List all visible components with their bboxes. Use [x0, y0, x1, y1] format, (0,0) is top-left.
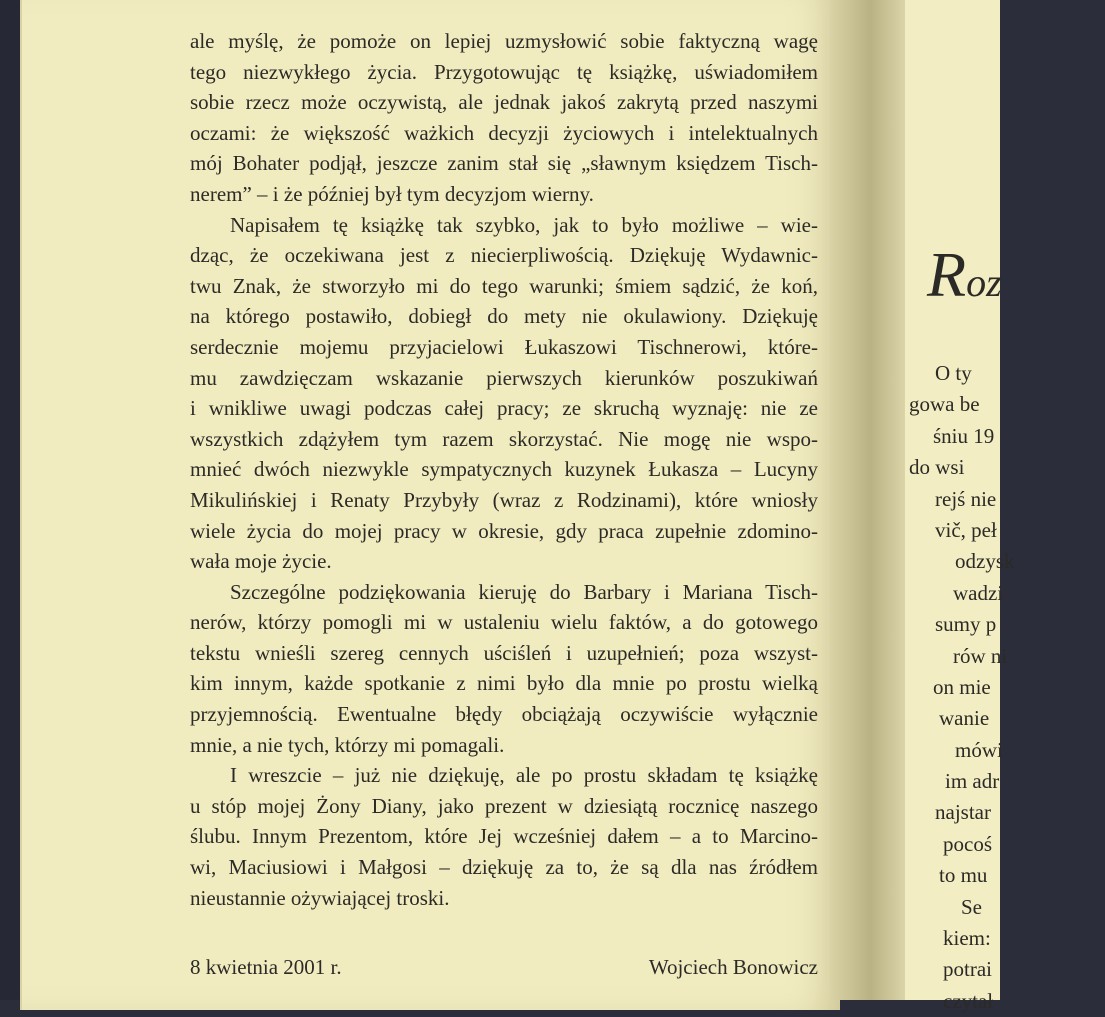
right-text-line: rów ni	[953, 643, 1008, 668]
right-page-text	[905, 358, 1105, 1017]
right-text-line: najstar	[935, 800, 991, 825]
text-line: sobie rzecz może oczywistą, ale jednak jakoś zakrytą przed naszymi	[190, 90, 818, 115]
right-page	[905, 0, 1015, 1013]
right-text-line: wadzi	[953, 580, 1004, 605]
right-text-line: czytał	[943, 988, 994, 1013]
right-text-line: śniu 19	[933, 423, 995, 448]
acknowledgement-text	[190, 26, 818, 913]
author-signature: Wojciech Bonowicz	[648, 955, 818, 979]
text-line: wi, Maciusiowi i Małgosi – dziękuję za to, że są dla nas źródłem	[190, 855, 818, 880]
text-line: mój Bohater podjął, jeszcze zanim stał się „sławnym księdzem Tisch-	[190, 151, 818, 176]
text-line: wiele życia do mojej pracy w okresie, gdy praca zupełnie zdomino-	[190, 518, 818, 543]
text-line: mnie, a nie tych, którzy mi pomagali.	[190, 732, 505, 757]
text-line: na którego postawiło, dobiegł do mety nie okulawiony. Dziękuję	[190, 304, 818, 329]
text-line: ale myślę, że pomoże on lepiej uzmysłowić sobie faktyczną wagę	[190, 29, 818, 53]
text-line: wszystkich zdążyłem tym razem skorzystać. Nie mogę nie wspo-	[190, 426, 818, 451]
text-line: I wreszcie – już nie dziękuję, ale po prostu składam tę książkę	[230, 763, 818, 788]
text-line: Napisałem tę książkę tak szybko, jak to było możliwe – wie-	[230, 212, 818, 237]
right-text-line: gowa be	[909, 392, 980, 417]
right-text-line: do wsi	[909, 455, 965, 480]
heading-initial: R	[927, 239, 967, 310]
text-line: nieustannie ożywiającej troski.	[190, 885, 450, 910]
text-line: tego niezwykłego życia. Przygotowując tę książkę, uświadomiłem	[190, 59, 818, 84]
text-line: mnieć dwóch niezwykle sympatycznych kuzynek Łukasza – Lucyny	[190, 457, 818, 482]
right-text-line: O ty	[935, 361, 972, 385]
right-text-line: on mie	[933, 674, 991, 699]
right-text-line: to mu	[939, 863, 988, 888]
text-line: Mikulińskiej i Renaty Przybyły (wraz z Rodzinami), które wniosły	[190, 487, 818, 512]
date-line: 8 kwietnia 2001 r.	[190, 955, 342, 979]
right-text-line: potrai	[943, 957, 992, 982]
text-line: kim innym, każde spotkanie z nimi było dla mnie po prostu wielką	[190, 671, 818, 696]
text-line: serdecznie mojemu przyjacielowi Łukaszowi Tischnerowi, które-	[190, 334, 818, 359]
right-text-line: vič, peł	[935, 517, 997, 542]
text-line: oczami: że większość ważkich decyzji życiowych i intelektualnych	[190, 120, 818, 145]
right-text-line: rejś nie	[935, 486, 997, 511]
right-text-line: odzysk	[955, 549, 1015, 574]
text-line: ślubu. Innym Prezentom, które Jej wcześniej dałem – a to Marcino-	[190, 824, 818, 849]
heading-rest: oz	[966, 260, 1002, 305]
text-line: dząc, że oczekiwana jest z niecierpliwością. Dziękuję Wydawnic-	[190, 243, 818, 268]
chapter-heading-fragment	[927, 238, 1002, 312]
page-footer	[190, 955, 818, 980]
text-line: nerów, którzy pomogli mi w ustaleniu wielu faktów, a do gotowego	[190, 610, 818, 635]
right-text-line: sumy p	[935, 612, 997, 637]
right-text-line: wanie	[939, 706, 990, 731]
right-text-line: pocoś	[943, 831, 992, 856]
right-text-line: kiem:	[943, 926, 991, 951]
right-text-line: Se	[961, 894, 982, 919]
text-line: mu zawdzięczam wskazanie pierwszych kierunków poszukiwań	[190, 365, 818, 390]
text-line: Szczególne podziękowania kieruję do Barbary i Mariana Tisch-	[230, 579, 818, 604]
right-text-line: im adr	[945, 769, 1000, 794]
text-line: przyjemnością. Ewentualne błędy obciążają oczywiście wyłącznie	[190, 702, 818, 727]
text-line: nerem” – i że później był tym decyzjom wierny.	[190, 181, 594, 206]
text-line: wała moje życie.	[190, 549, 332, 574]
right-text-line: mówi	[955, 737, 1003, 762]
text-line: i wnikliwe uwagi podczas całej pracy; ze skruchą wyznaję: nie ze	[190, 396, 818, 421]
text-line: twu Znak, że stworzyło mi do tego warunki; śmiem sądzić, że koń,	[190, 273, 818, 298]
text-line: u stóp mojej Żony Diany, jako prezent w dziesiątą rocznicę naszego	[190, 793, 818, 818]
text-line: tekstu wnieśli szereg cennych uściśleń i uzupełnień; poza wszyst-	[190, 640, 818, 665]
